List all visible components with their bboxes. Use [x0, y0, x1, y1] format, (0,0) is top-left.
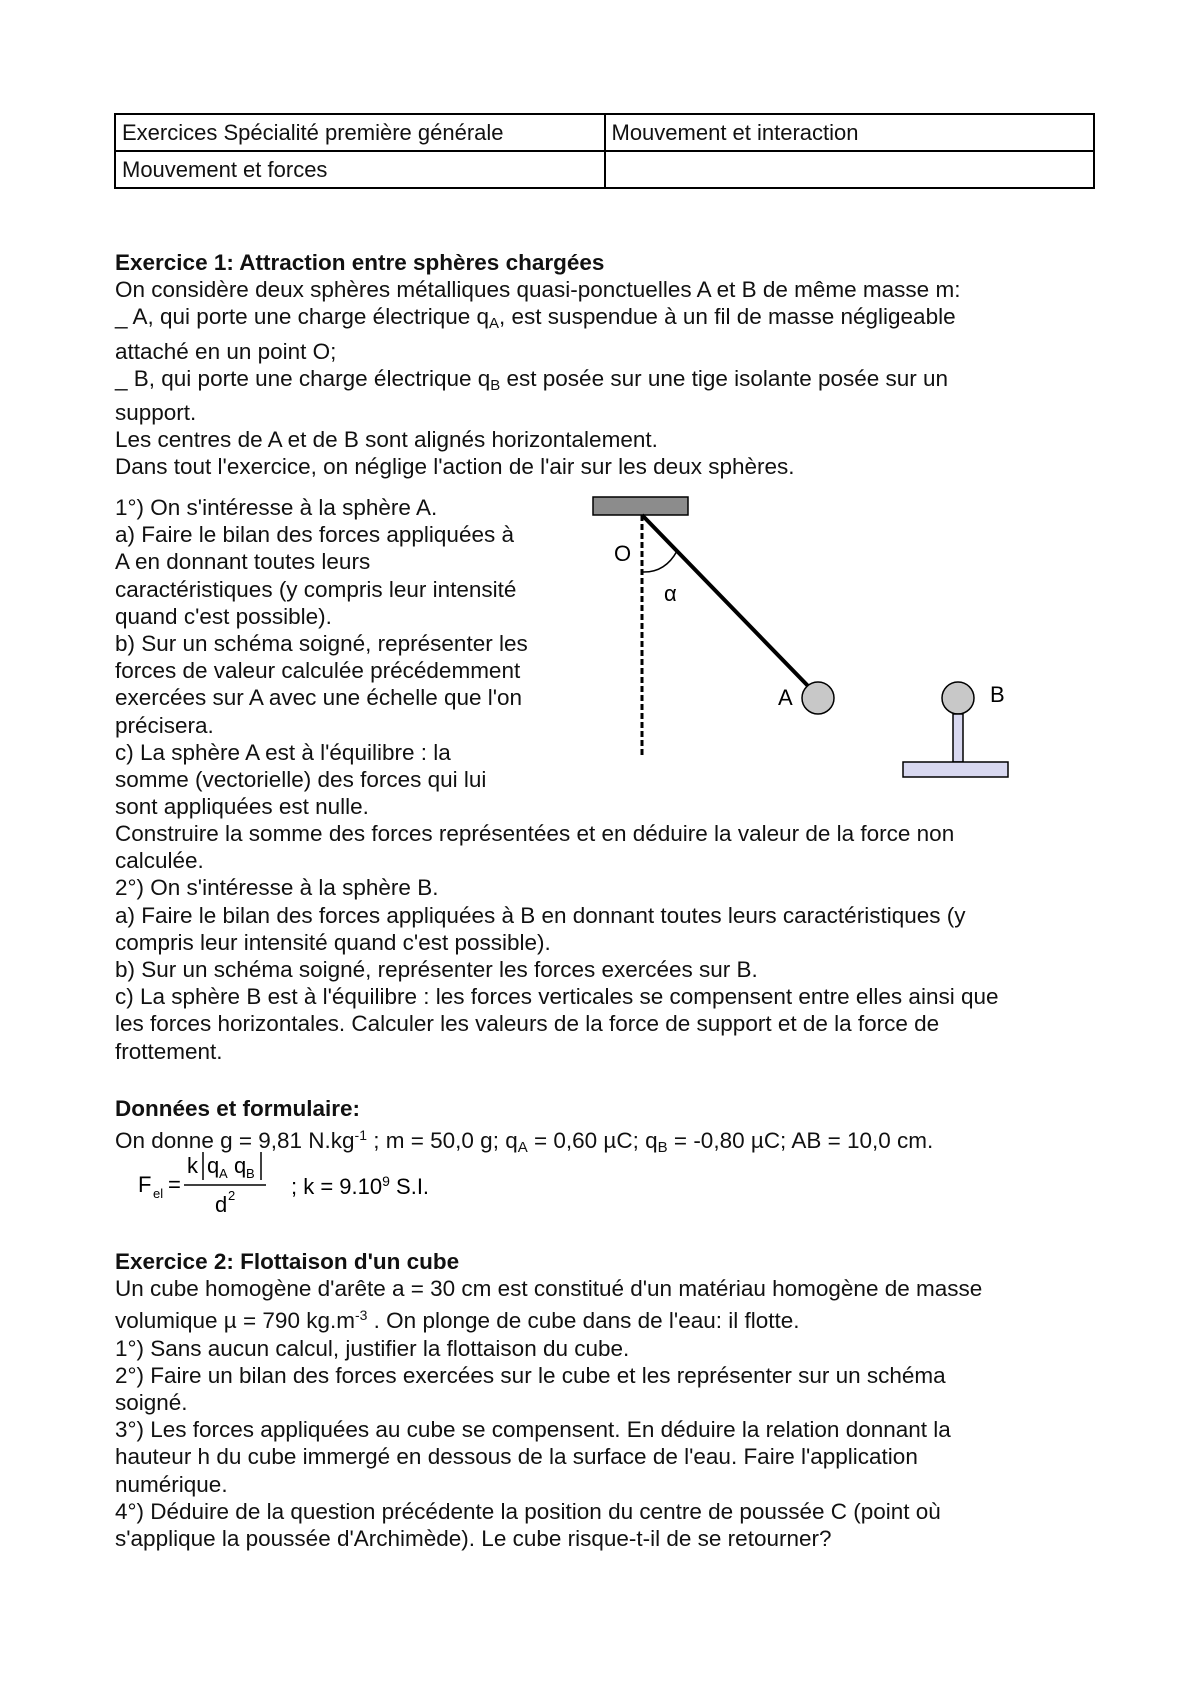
data-g-sup: -1 [354, 1127, 367, 1144]
ex1-b-text-post: est posée sur une tige isolante posée sur un [500, 365, 949, 391]
ex1-q1-line: quand c'est possible). [115, 603, 332, 629]
label-a: A [778, 685, 793, 710]
ex1-q2-line: c) La sphère B est à l'équilibre : les forces verticales se compensent entre elles ainsi que [115, 984, 999, 1010]
ex1-a-text-post: , est suspendue à un fil de masse négligeable [499, 304, 956, 330]
formula-f: F [138, 1172, 152, 1197]
ex1-centers-line: Les centres de A et de B sont alignés horizontalement. [115, 427, 658, 453]
ex1-a-sub: A [489, 315, 500, 333]
ex1-q2-line: 2°) On s'intéresse à la sphère B. [115, 875, 439, 901]
ex1-b-text: _ B, qui porte une charge électrique q [115, 365, 491, 391]
exercise-1-title: Exercice 1: Attraction entre sphères chargées [115, 250, 605, 275]
ex2-question-line: soigné. [115, 1390, 188, 1416]
ex1-a-text: _ A, qui porte une charge électrique q [115, 304, 490, 330]
ex1-q2-line: calculée. [115, 848, 204, 874]
ex1-q1-line: c) La sphère A est à l'équilibre : la [115, 739, 451, 765]
ex1-q2-line: les forces horizontales. Calculer les valeurs de la force de support et de la force de [115, 1011, 940, 1037]
formula-qb-sub: B [246, 1166, 255, 1181]
header-cell-course: Exercices Spécialité première générale [115, 114, 605, 151]
ex1-q1-line: b) Sur un schéma soigné, représenter les [115, 631, 528, 657]
formula-k-value [291, 1173, 429, 1199]
ex1-intro-line: On considère deux sphères métalliques quasi-ponctuelles A et B de même masse m: [115, 277, 961, 303]
formula-qa: q [207, 1153, 220, 1178]
ex2-question-line: 1°) Sans aucun calcul, justifier la flottaison du cube. [115, 1335, 630, 1361]
ex1-q1-line: a) Faire le bilan des forces appliquées à [115, 522, 514, 548]
ex1-sphere-b-line2: support. [115, 400, 197, 426]
formula-qa-sub: A [219, 1166, 228, 1181]
ex2-density-sup: -3 [354, 1307, 368, 1324]
ex2-question-line: s'applique la poussée d'Archimède). Le cube risque-t-il de se retourner? [115, 1526, 832, 1552]
label-o: O [614, 541, 632, 566]
exercise-2 [115, 1248, 982, 1552]
ex1-b-sub: B [490, 376, 501, 394]
ex1-q2-line: frottement. [115, 1038, 223, 1064]
ex1-q1-line: somme (vectorielle) des forces qui lui [115, 767, 487, 793]
data-qa: = 0,60 µC; q [527, 1128, 658, 1154]
ex1-sphere-a-line2: attaché en un point O; [115, 338, 337, 364]
formula-eq: = [168, 1172, 181, 1197]
ex2-questions [115, 1335, 982, 1553]
ex1-q1-line: forces de valeur calculée précédemment [115, 658, 521, 684]
ex1-q1-line: A en donnant toutes leurs [115, 549, 371, 575]
data-qb-sub: B [657, 1139, 668, 1157]
ex2-line-1: Un cube homogène d'arête a = 30 cm est constitué d'un matériau homogène de masse [115, 1276, 983, 1302]
label-b: B [990, 682, 1005, 707]
ex1-q1-line: précisera. [115, 712, 214, 738]
ex1-q1-line: exercées sur A avec une échelle que l'on [115, 685, 523, 711]
header-cell-theme: Mouvement et interaction [605, 114, 1095, 151]
ex1-q2-line: Construire la somme des forces représentées et en déduire la valeur de la force non [115, 821, 955, 846]
ex2-density: volumique µ = 790 kg.m [115, 1308, 355, 1334]
label-alpha: α [664, 581, 677, 606]
data-g: On donne g = 9,81 N.kg [115, 1128, 355, 1154]
formula-f-sub: el [153, 1186, 164, 1201]
ex1-q2-line: a) Faire le bilan des forces appliquées à B en donnant toutes leurs caractéristiques (y [115, 902, 966, 928]
ex2-line-2 [115, 1302, 982, 1334]
k-sup: 9 [382, 1173, 390, 1189]
data-m: ; m = 50,0 g; q [367, 1128, 518, 1154]
ex1-q2-line: compris leur intensité quand c'est possible). [115, 929, 551, 955]
k-post: S.I. [389, 1174, 430, 1199]
ex1-q1-line: sont appliquées est nulle. [115, 794, 369, 820]
ex1-q1-line: 1°) On s'intéresse à la sphère A. [115, 495, 438, 520]
data-title: Données et formulaire: [115, 1096, 361, 1121]
k-pre: ; k = 9.10 [291, 1174, 383, 1199]
ex2-question-line: 3°) Les forces appliquées au cube se compensent. En déduire la relation donnant la [115, 1417, 951, 1443]
ex2-question-line: hauteur h du cube immergé en dessous de la surface de l'eau. Faire l'application [115, 1444, 918, 1470]
ex1-q1-line: caractéristiques (y compris leur intensité [115, 576, 517, 602]
ex2-density-post: . On plonge de cube dans de l'eau: il flotte. [367, 1308, 800, 1334]
formula-k: k [187, 1153, 198, 1178]
formula-d: d [215, 1192, 228, 1217]
ex2-question-line: numérique. [115, 1471, 228, 1497]
exercise-2-title: Exercice 2: Flottaison d'un cube [115, 1249, 460, 1274]
header-cell-chapter: Mouvement et forces [115, 151, 605, 188]
ex2-question-line: 2°) Faire un bilan des forces exercées sur le cube et les représenter sur un schéma [115, 1362, 946, 1388]
data-qb-ab: = -0,80 µC; AB = 10,0 cm. [667, 1128, 934, 1154]
data-qa-sub: A [517, 1139, 528, 1157]
ex1-q2-line: b) Sur un schéma soigné, représenter les forces exercées sur B. [115, 957, 758, 983]
formula-qb: q [234, 1153, 247, 1178]
ex2-question-line: 4°) Déduire de la question précédente la position du centre de poussée C (point où [115, 1498, 941, 1524]
ex1-air-line: Dans tout l'exercice, on néglige l'action de l'air sur les deux sphères. [115, 454, 795, 480]
formula-d-sup: 2 [228, 1188, 236, 1203]
